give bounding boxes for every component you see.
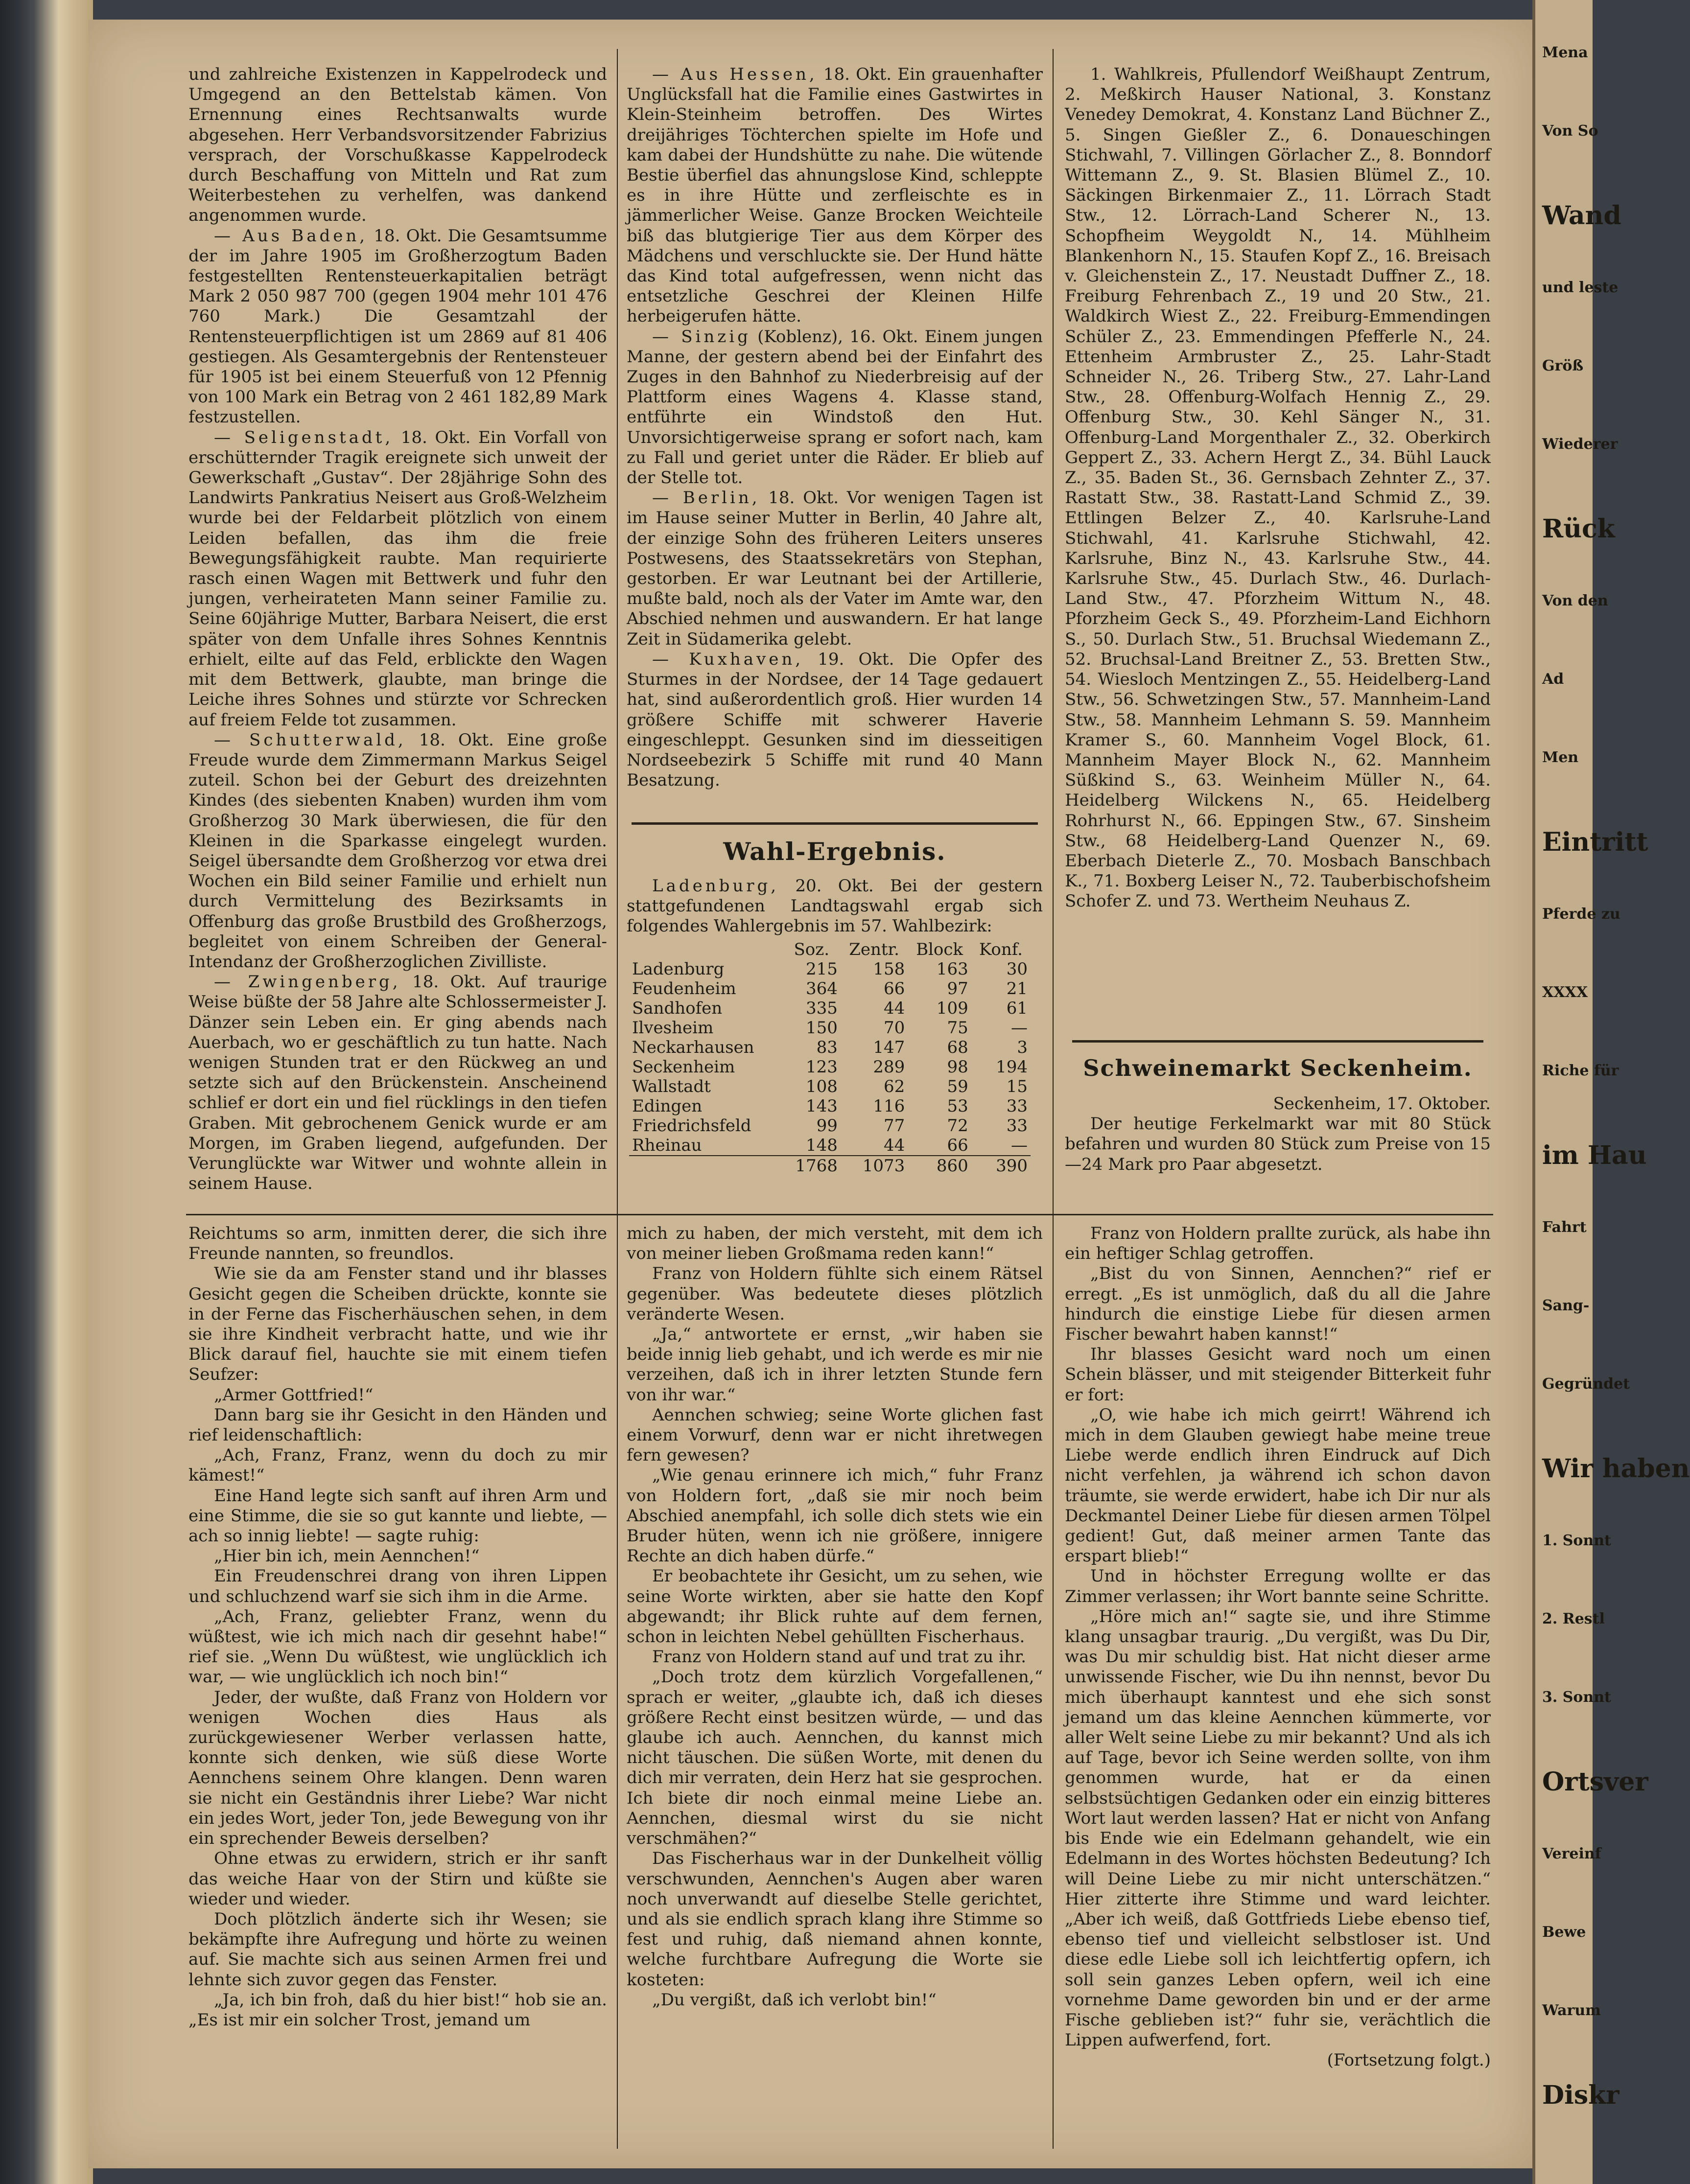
market-heading: Schweinemarkt Seckenheim. <box>1083 1055 1473 1081</box>
election-intro <box>627 876 1043 937</box>
results-row <box>629 1096 1031 1116</box>
news-item-schutterwald <box>188 730 607 972</box>
adjacent-page-fragment: Rück <box>1542 514 1615 544</box>
place-cell: Seckenheim <box>632 1057 735 1077</box>
market-text: Der heutige Ferkelmarkt war mit 80 Stück befahren und wurden 80 Stück zum Preise von 15—24 Mark pro Paar abgesetzt. <box>1065 1114 1491 1174</box>
constituency-list: 1. Wahlkreis, Pfullendorf Weißhaupt Zentrum, 2. Meßkirch Hauser National, 3. Konstanz Venedey Demokrat, 4. Konstanz Land Büchner Z., 5. Singen Gießler Z., 6. Donaueschingen Stichwahl, 7. Villingen Görlacher Z., 8. Bonndorf Wittemann Z., 9. St. Blasien Blümel Z., 10. Säckingen Birkenmaier Z., 11. Lörrach Stadt Stw., 12. Lörrach-Land Scherer N., 13. Schopfheim Weygoldt N., 14. Mühlheim Blankenhorn N., 15. Staufen Kopf Z., 16. Breisach v. Gleichenstein Z., 17. Neustadt Duffner Z., 18. Freiburg Fehrenbach Z., 19 und 20 Stw., 21. Waldkirch Wiest Z., 22. Freiburg-Emmendingen Schüler Z., 23. Emmendingen Pfefferle N., 24. Ettenheim Armbruster Z., 25. Lahr-Stadt Schneider N., 26. Triberg Stw., 27. Lahr-Land Stw., 28. Offenburg-Wolfach Hennig Z., 29. Offenburg Stw., 30. Kehl Sänger N., 31. Offenburg-Land Morgenthaler Z., 32. Oberkirch Geppert Z., 33. Achern Hergt Z., 34. Bühl Lauck Z., 35. Baden St., 36. Gernsbach Zehnter Z., 37. Rastatt Stw., 38. Rastatt-Land Schmid Z., 39. Ettlingen Belzer Z., 40. Karlsruhe-Land Stichwahl, 41. Karlsruhe Stichwahl, 42. Karlsruhe, Binz N., 43. Karlsruhe Stw., 44. Karlsruhe Stw., 45. Durlach Stw., 46. Durlach-Land Stw., 47. Pforzheim Wittum N., 48. Pforzheim Geck S., 49. Pforzheim-Land Eichhorn S., 50. Durlach Stw., 51. Bruchsal Wiedemann Z., 52. Bruchsal-Land Breitner Z., 53. Bretten Stw., 54. Wiesloch Mentzingen Z., 55. Heidelberg-Land Stw., 56. Schwetzingen Stw., 57. Mannheim-Land Stw., 58. Mannheim Lehmann S. 59. Mannheim Kramer S., 60. Mannheim Vogel Block, 61. Mannheim Mayer Block N., 62. Mannheim Süßkind S., 63. Weinheim Müller N., 64. Heidelberg Wilckens N., 65. Heidelberg Rohrhurst N., 66. Eppingen Stw., 67. Sinsheim Stw., 68 Heidelberg-Land Quenzer N., 69. Eberbach Dieterle Z., 70. Mosbach Banschbach K., 71. Boxberg Leiser N., 72. Tauberbischofsheim Schofer Z. und 73. Wertheim Neuhaus Z. <box>1065 65 1491 911</box>
novel-paragraph: „Höre mich an!“ sagte sie, und ihre Stimme klang unsagbar traurig. „Du vergißt, was Du Dir, was Du mir schuldig bist. Hat nicht dieser arme unwissende Fischer, wie Du ihn nennst, bevor Du mich überhaupt kanntest und ehe sich sonst jemand um das kleine Aennchen kümmerte, vor aller Welt seine Liebe zu mir bekannt? Und als ich auf Tage, bevor ich Seine werden sollte, von ihm genommen wurde, hat er da einen selbstsüchtigen Gedanken oder ein einzig bitteres Wort laut werden lassen? Hat er nicht von Anfang bis Ende wie ein Edelmann gehandelt, wie ein Edelmann in des Wortes höchsten Bedeutung? Ich will Deine Liebe zu mir nicht unterschätzen.“ Hier zitterte ihre Stimme und ward leichter. „Aber ich weiß, daß Gottfrieds Liebe ebenso tief, ebenso tief und vielleicht selbstloser ist. Und diese edle Liebe soll ich leichtfertig opfern, ich soll sein ganzes Leben opfern, weil ich eine vornehme Dame geworden bin und er der arme Fische geblieben ist?“ fuhr sie, verächtlich die Lippen aufwerfend, fort. <box>1065 1606 1491 2050</box>
adjacent-page-fragment: Vereinf <box>1542 1845 1601 1862</box>
novel-paragraph: Er beobachtete ihr Gesicht, um zu sehen, wie seine Worte wirkten, aber sie hatte den Kopf abgewandt; ihr Blick ruhte auf dem fernen, schon in leichten Nebel gehüllten Fischerhaus. <box>627 1566 1043 1647</box>
novel-column-2 <box>627 1224 1043 2010</box>
vote-cell: 75 <box>947 1018 968 1038</box>
novel-paragraph: Eine Hand legte sich sanft auf ihren Arm und eine Stimme, die sie so gut kannte und liebte, — ach so innig liebte! — sagte ruhig: <box>188 1486 607 1546</box>
vote-cell: 15 <box>1006 1077 1028 1096</box>
vote-cell: 194 <box>996 1057 1028 1077</box>
results-row <box>629 1038 1031 1057</box>
place-cell: Wallstadt <box>632 1077 711 1096</box>
vote-cell: 108 <box>805 1077 838 1096</box>
vote-cell: 68 <box>947 1038 968 1057</box>
news-dateline: — Aus Baden, <box>214 226 368 246</box>
news-dateline: — Seligenstadt, <box>214 427 394 447</box>
results-row <box>629 1116 1031 1136</box>
results-row <box>629 1018 1031 1038</box>
news-column-1 <box>188 65 607 1194</box>
news-text: (Koblenz), 16. Okt. Einem jungen Manne, der gestern abend bei der Einfahrt des Zuges in den Bahnhof zu Niederbreisig auf der Plattform eines Wagens 4. Klasse stand, entführte ein Windstoß den Hut. Unvorsichtigerweise sprang er sofort nach, kam zu Fall und geriet unter die Räder. Er blieb auf der Stelle tot. <box>627 326 1043 488</box>
novel-column-1 <box>188 1224 607 2030</box>
novel-paragraph: Franz von Holdern prallte zurück, als habe ihn ein heftiger Schlag getroffen. <box>1065 1224 1491 1264</box>
total-cell: 1073 <box>841 1156 908 1176</box>
adjacent-page-fragment: Mena <box>1542 44 1588 61</box>
election-intro-text: Ladenburg, 20. Okt. Bei der gestern stattgefundenen Landtagswahl ergab sich folgendes Wahlergebnis im 57. Wahlbezirk: <box>627 876 1043 936</box>
vote-cell: 70 <box>884 1018 905 1038</box>
adjacent-page-fragment: Wir haben <box>1542 1454 1690 1484</box>
adjacent-page-fragment: 3. Sonnt <box>1542 1689 1611 1706</box>
novel-paragraph: Wie sie da am Fenster stand und ihr blasses Gesicht gegen die Scheiben drückte, konnte sie in der Ferne das Fischerhäuschen sehen, in dem sie ihre Kindheit verbracht hatte, und wie ihr Blick darauf fiel, hauchte sie mit einem tiefen Seufzer: <box>188 1264 607 1385</box>
vote-cell: 163 <box>936 959 968 979</box>
vote-cell: 44 <box>884 999 905 1018</box>
news-dateline: Ladenburg, <box>652 876 779 896</box>
column-header: Block <box>916 940 963 959</box>
vote-cell: 99 <box>816 1116 838 1136</box>
total-cell: 860 <box>908 1156 971 1176</box>
adjacent-page-fragment: XXXX <box>1542 984 1588 1001</box>
news-text: 18. Okt. Ein Vorfall von erschütternder Tragik ereignete sich unweit der Gewerkschaft „Gustav“. Der 28jährige Sohn des Landwirts Pankratius Neisert aus Groß-Welzheim wurde bei der Feldarbeit plötzlich von einem Leiden befallen, das ihm die freie Bewegungsfähigkeit raubte. Man requirierte rasch einen Wagen mit Bettwerk und fuhr den jungen, verheirateten Mann seiner Familie zu. Seine 60jährige Mutter, Barbara Neisert, die erst später von dem Unfalle ihres Sohnes Kenntnis erhielt, eilte auf das Feld, erblickte den Wagen mit dem Bettwerk, glaubte, man bringe die Leiche ihres Sohnes und stürzte vor Schrecken auf freiem Felde tot zusammen. <box>188 427 607 730</box>
novel-paragraph: mich zu haben, der mich versteht, mit dem ich von meiner lieben Großmama reden kann!“ <box>627 1224 1043 1264</box>
feuilleton-rule <box>186 1214 1493 1215</box>
novel-paragraph: Franz von Holdern stand auf und trat zu ihr. <box>652 1647 1027 1667</box>
place-cell: Neckarhausen <box>632 1038 754 1057</box>
vote-cell: 116 <box>873 1096 905 1116</box>
news-text: 18. Okt. Die Gesamtsumme der im Jahre 1905 im Großherzogtum Baden festgestellten Rentensteuerkapitalien beträgt Mark 2 050 987 700 (gegen 1904 mehr 101 476 760 Mark.) Die Gesamtzahl der Rentensteuerpflichtigen ist um 2869 auf 81 406 gestiegen. Als Gesamtergebnis der Rentensteuer für 1905 ist bei einem Steuerfuß von 12 Pfennig von 100 Mark ein Betrag von 2 461 182,89 Mark festzustellen. <box>188 226 607 427</box>
vote-cell: 215 <box>805 959 838 979</box>
novel-paragraph: Und in höchster Erregung wollte er das Zimmer verlassen; ihr Wort bannte seine Schritte. <box>1065 1566 1491 1606</box>
market-report <box>1065 1094 1491 1175</box>
adjacent-page-fragment: Bewe <box>1542 1924 1586 1941</box>
novel-paragraph: „Ja, ich bin froh, daß du hier bist!“ hob sie an. „Es ist mir ein solcher Trost, jemand um <box>188 1990 607 2030</box>
adjacent-page-fragment: Eintritt <box>1542 827 1648 857</box>
novel-paragraph: Aennchen schwieg; seine Worte glichen fast einem Vorwurf, denn war er nicht ihretwegen fern gewesen? <box>627 1405 1043 1465</box>
vote-cell: 53 <box>947 1096 968 1116</box>
book-binding <box>0 0 93 2184</box>
vote-cell: 59 <box>947 1077 968 1096</box>
novel-paragraph: Ihr blasses Gesicht ward noch um einen Schein blässer, und mit steigender Bitterkeit fuhr er fort: <box>1065 1345 1491 1405</box>
news-text: 18. Okt. Ein grauenhafter Unglücksfall hat die Familie eines Gastwirtes in Klein-Steinheim betroffen. Des Wirtes dreijähriges Töchterchen spielte im Hofe und kam dabei der Hundshütte zu nahe. Die wütende Bestie überfiel das ahnungslose Kind, schleppte es in ihre Hütte und zerfleischte es in jämmerlicher Weise. Ganze Brocken Weichteile biß das blutgierige Tier aus dem Körper des Mädchens und verschluckte sie. Der Hund hätte das Kind total aufgefressen, wenn nicht das entsetzliche Geschrei der Kleinen Hilfe herbeigerufen hätte. <box>627 65 1043 326</box>
news-text: 18. Okt. Eine große Freude wurde dem Zimmermann Markus Seigel zuteil. Schon bei der Geburt des dreizehnten Kindes (des siebenten Knaben) wurden ihm vom Großherzog 30 Mark überwiesen, die für den Kleinen in die Sparkasse eingelegt wurden. Seigel übersandte dem Großherzog vor etwa drei Wochen ein Bild seiner Familie und erhielt nun durch Vermittelung des Bezirksamts in Offenburg das große Brustbild des Großherzogs, begleitet von einem Schreiben der General-Intendanz der Großherzoglichen Zivilliste. <box>188 730 607 972</box>
adjacent-page-fragment: Warum <box>1542 2002 1601 2019</box>
news-item-zwingenberg <box>188 972 607 1194</box>
novel-paragraph: Doch plötzlich änderte sich ihr Wesen; sie bekämpfte ihre Aufregung und hörte zu weinen auf. Sie machte sich aus seinen Armen frei und lehnte sich zuvor gegen das Fenster. <box>188 1909 607 1990</box>
vote-cell: 289 <box>873 1057 905 1077</box>
vote-cell: 335 <box>805 999 838 1018</box>
place-cell: Edingen <box>632 1096 703 1116</box>
novel-paragraph: „Wie genau erinnere ich mich,“ fuhr Franz von Holdern fort, „daß sie mir noch beim Abschied anempfahl, ich solle dich stets wie ein Bruder hüten, wenn ich nie größere, innigere Rechte an dich haben dürfe.“ <box>627 1465 1043 1566</box>
vote-cell: 148 <box>805 1136 838 1155</box>
news-dateline: — Aus Hessen, <box>652 65 818 84</box>
vote-cell: 33 <box>1006 1116 1028 1136</box>
vote-cell: 150 <box>805 1018 838 1038</box>
news-dateline: — Zwingenberg, <box>214 972 401 992</box>
vote-cell: 147 <box>873 1038 905 1057</box>
adjacent-page-edge <box>1532 0 1690 2184</box>
place-cell: Friedrichsfeld <box>632 1116 751 1136</box>
adjacent-page-fragment: und leste <box>1542 279 1619 296</box>
results-row <box>629 979 1031 999</box>
news-item-kuxhaven <box>627 650 1043 790</box>
novel-paragraph: „Bist du von Sinnen, Aennchen?“ rief er erregt. „Es ist unmöglich, daß du all die Jahre hindurch die einstige Liebe für diesen armen Fischer bewahrt haben kannst!“ <box>1065 1264 1491 1345</box>
novel-paragraph: „Ja,“ antwortete er ernst, „wir haben sie beide innig lieb gehabt, und ich werde es mir nie verzeihen, daß ich in ihrer letzten Stunde fern von ihr war.“ <box>627 1324 1043 1405</box>
news-item-hessen <box>627 65 1043 327</box>
place-cell: Ilvesheim <box>632 1018 714 1038</box>
adjacent-page-fragment: Diskr <box>1542 2080 1620 2110</box>
section-rule <box>632 822 1038 825</box>
vote-cell: 98 <box>947 1057 968 1077</box>
vote-cell: 77 <box>884 1116 905 1136</box>
adjacent-page-fragment: 2. Restl <box>1542 1610 1605 1627</box>
adjacent-page-fragment: im Hau <box>1542 1140 1647 1170</box>
novel-paragraph: Das Fischerhaus war in der Dunkelheit völlig verschwunden, Aennchen's Augen aber waren noch unverwandt auf dieselbe Stelle gerichtet, und als sie endlich sprach klang ihre Stimme so fest und ruhig, daß niemand ahnen konnte, welche furchtbare Aufregung die Worte sie kosteten: <box>627 1849 1043 1990</box>
novel-paragraph: „Du vergißt, daß ich verlobt bin!“ <box>652 1990 937 2010</box>
adjacent-page-fragment: Riche für <box>1542 1062 1619 1079</box>
vote-cell: 66 <box>947 1136 968 1155</box>
novel-paragraph: (Fortsetzung folgt.) <box>1327 2050 1491 2070</box>
novel-paragraph: Franz von Holdern fühlte sich einem Rätsel gegenüber. Was bedeutete dieses plötzlich veränderte Wesen. <box>627 1264 1043 1324</box>
adjacent-page-fragment: Sang- <box>1542 1297 1590 1314</box>
vote-cell: 158 <box>873 959 905 979</box>
adjacent-page-fragment: Fahrt <box>1542 1219 1587 1236</box>
results-header-row <box>629 940 1031 959</box>
news-item-baden <box>188 226 607 428</box>
adjacent-page-fragment: Von den <box>1542 592 1608 609</box>
vote-cell: 21 <box>1006 979 1028 999</box>
novel-paragraph: „Ach, Franz, geliebter Franz, wenn du wüßtest, wie ich mich nach dir gesehnt habe!“ rief sie. „Wenn Du wüßtest, wie unglücklich ich war, — wie unglücklich ich noch bin!“ <box>188 1606 607 1687</box>
results-row <box>629 1057 1031 1077</box>
news-dateline: — Schutterwald, <box>214 730 406 750</box>
vote-cell: 72 <box>947 1116 968 1136</box>
election-heading: Wahl-Ergebnis. <box>723 837 946 866</box>
results-row <box>629 1077 1031 1096</box>
newspaper-page <box>88 20 1532 2168</box>
news-paragraph: und zahlreiche Existenzen in Kappelrodeck und Umgegend an den Bettelstab kämen. Von Ernennung eines Rechtsanwalts wurde abgesehen. Herr Verbandsvorsitzender Fabrizius versprach, der Vorschußkasse Kappelrodeck durch Beschaffung von Mitteln und Rat zum Weiterbestehen zu verhelfen, was dankend angenommen wurde. <box>188 65 607 226</box>
adjacent-page-fragment: Ad <box>1542 671 1564 688</box>
vote-cell: 97 <box>947 979 968 999</box>
news-text: 19. Okt. Die Opfer des Sturmes in der Nordsee, der 14 Tage gedauert hat, sind außerordentlich groß. Hier wurden 14 größere Schiffe mit schwerer Haverie eingeschleppt. Gesunken sind im diesseitigen Nordseebezirk 5 Schiffe mit rund 40 Mann Besatzung. <box>627 649 1043 790</box>
vote-cell: — <box>1011 1136 1028 1155</box>
column-rule <box>1053 49 1054 2149</box>
place-cell: Feudenheim <box>632 979 736 999</box>
news-column-2 <box>627 65 1043 790</box>
column-header: Zentr. <box>849 940 899 959</box>
vote-cell: 62 <box>884 1077 905 1096</box>
election-results-table <box>629 940 1031 1176</box>
news-item-sinzig <box>627 327 1043 488</box>
novel-paragraph: „Ach, Franz, Franz, wenn du doch zu mir kämest!“ <box>188 1445 607 1486</box>
adjacent-page-fragment: Ortsver <box>1542 1767 1648 1797</box>
total-cell: 390 <box>971 1156 1031 1176</box>
vote-cell: 109 <box>936 999 968 1018</box>
news-text: 18. Okt. Vor wenigen Tagen ist im Hause seiner Mutter in Berlin, 40 Jahre alt, der einzige Sohn des früheren Leiters unseres Postwesens, des Staatssekretärs von Stephan, gestorben. Er war Leutnant bei der Artillerie, mußte bald, noch als der Vater im Amte war, den Abschied nehmen und auswandern. Er hat lange Zeit in Südamerika gelebt. <box>627 488 1043 649</box>
vote-cell: 61 <box>1006 999 1028 1018</box>
novel-paragraph: Ein Freudenschrei drang von ihren Lippen und schluchzend warf sie sich ihm in die Arme. <box>188 1566 607 1606</box>
vote-cell: 44 <box>884 1136 905 1155</box>
section-rule <box>1072 1040 1483 1043</box>
vote-cell: — <box>1011 1018 1028 1038</box>
news-item-seligenstadt <box>188 428 607 730</box>
novel-paragraph: „O, wie habe ich mich geirrt! Während ich mich in dem Glauben gewiegt habe meine treue Liebe werde endlich ihren Eindruck auf Dich nicht verfehlen, ja während ich schon davon träumte, sie werde erwidert, habe ich Dir nur als Deckmantel Deiner Liebe für diesen armen Tölpel gedient! Gut, daß meiner armen Tante das erspart blieb!“ <box>1065 1405 1491 1566</box>
place-cell: Ladenburg <box>632 959 725 979</box>
novel-paragraph: „Doch trotz dem kürzlich Vorgefallenen,“ sprach er weiter, „glaubte ich, daß ich dieses größere Recht einst besitzen würde, — und das glaube ich auch. Aennchen, du kannst mich nicht täuschen. Die süßen Worte, mit denen du dich mir verraten, dein Herz hat sie gesprochen. Ich biete dir noch einmal meine Liebe an. Aennchen, diesmal wirst du sie nicht verschmähen?“ <box>627 1667 1043 1849</box>
novel-paragraph: Ohne etwas zu erwidern, strich er ihr sanft das weiche Haar von der Stirn und küßte sie wieder und wieder. <box>188 1849 607 1909</box>
column-header: Konf. <box>979 940 1023 959</box>
adjacent-page-fragment: Von So <box>1542 122 1598 139</box>
column-rule <box>617 49 618 2149</box>
vote-cell: 143 <box>805 1096 838 1116</box>
news-column-3 <box>1065 65 1491 912</box>
results-total-row <box>629 1156 1031 1176</box>
column-header: Soz. <box>794 940 829 959</box>
results-row <box>629 1136 1031 1156</box>
adjacent-page-fragment: Gegründet <box>1542 1375 1630 1393</box>
novel-paragraph: „Hier bin ich, mein Aennchen!“ <box>214 1546 480 1566</box>
adjacent-page-fragment: Pferde zu <box>1542 906 1620 923</box>
adjacent-page-fragment: 1. Sonnt <box>1542 1532 1611 1549</box>
adjacent-page-fragment: Men <box>1542 749 1579 766</box>
results-row <box>629 959 1031 979</box>
adjacent-page-fragment: Größ <box>1542 357 1584 374</box>
novel-column-3 <box>1065 1224 1491 2071</box>
vote-cell: 123 <box>805 1057 838 1077</box>
novel-paragraph: Jeder, der wußte, daß Franz von Holdern vor wenigen Wochen dies Haus als zurückgewiesener Werber verlassen hatte, konnte sich denken, wie süß diese Worte Aennchens seinem Ohre klangen. Denn waren sie nicht ein Geständnis ihrer Liebe? War nicht ein jedes Wort, jeder Ton, jede Bewegung von ihr ein sprechender Beweis derselben? <box>188 1687 607 1849</box>
market-dateline: Seckenheim, 17. Oktober. <box>1273 1094 1491 1114</box>
vote-cell: 33 <box>1006 1096 1028 1116</box>
total-cell: 1768 <box>783 1156 841 1176</box>
adjacent-page-fragment: Wiederer <box>1542 436 1618 453</box>
results-row <box>629 999 1031 1018</box>
news-text: 18. Okt. Auf traurige Weise büßte der 58 Jahre alte Schlossermeister J. Dänzer sein Leben ein. Er ging abends nach Auerbach, wo er geschäftlich zu tun hatte. Nach wenigen Stunden trat er den Rückweg an und setzte sich auf den Brückenstein. Anscheinend schlief er dort ein und fiel rücklings in den tiefen Graben. Mit gebrochenem Genick wurde er am Morgen, im Graben liegend, aufgefunden. Der Verunglückte war Witwer und wohnte allein in seinem Hause. <box>188 972 607 1194</box>
place-cell: Rheinau <box>632 1136 702 1155</box>
vote-cell: 30 <box>1006 959 1028 979</box>
vote-cell: 364 <box>805 979 838 999</box>
news-item-berlin <box>627 488 1043 650</box>
novel-paragraph: Reichtums so arm, inmitten derer, die sich ihre Freunde nannten, so freundlos. <box>188 1224 607 1264</box>
news-dateline: — Kuxhaven, <box>652 649 804 669</box>
news-dateline: — Berlin, <box>652 488 760 508</box>
novel-paragraph: Dann barg sie ihr Gesicht in den Händen und rief leidenschaftlich: <box>188 1405 607 1445</box>
vote-cell: 3 <box>1017 1038 1028 1057</box>
place-cell: Sandhofen <box>632 999 723 1018</box>
news-dateline: — Sinzig <box>652 326 751 347</box>
adjacent-page-fragment: Wand <box>1542 201 1621 231</box>
vote-cell: 66 <box>884 979 905 999</box>
vote-cell: 83 <box>816 1038 838 1057</box>
novel-paragraph: „Armer Gottfried!“ <box>214 1385 374 1405</box>
